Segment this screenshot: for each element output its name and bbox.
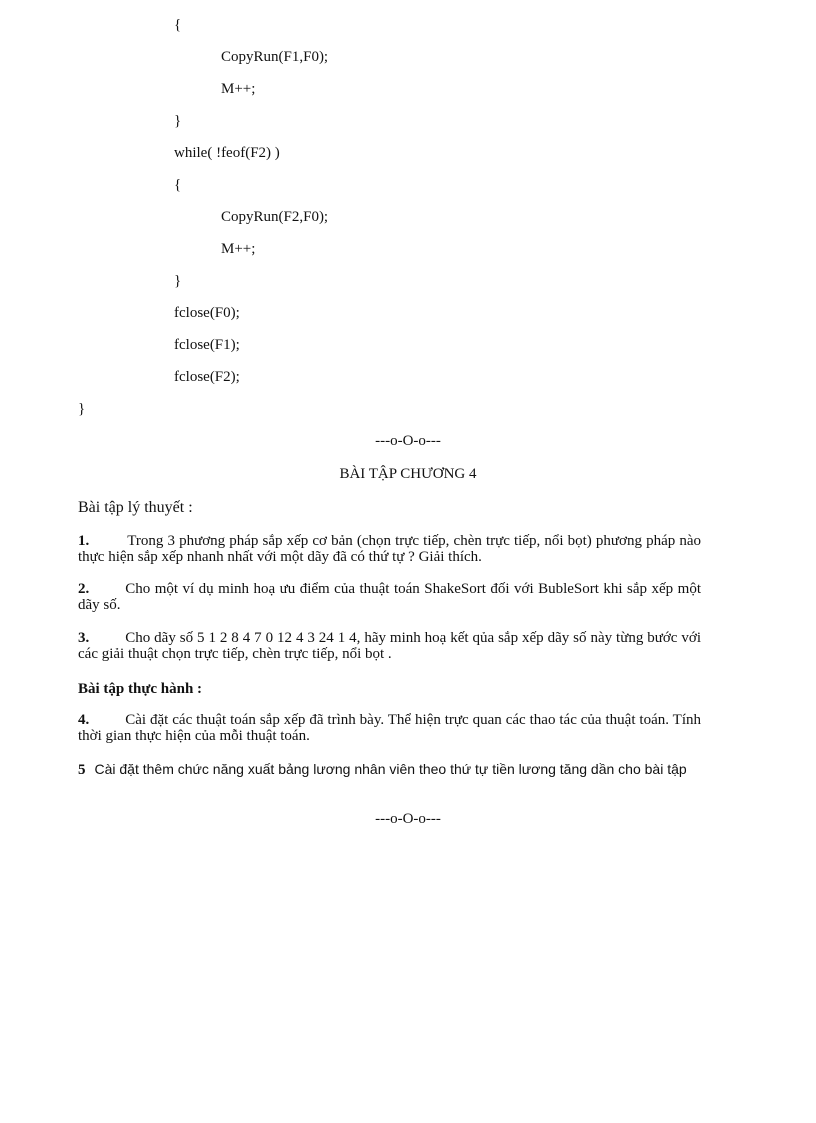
exercise-number: 2. [78,581,90,597]
chapter-title: BÀI TẬP CHƯƠNG 4 [339,466,477,482]
code-line: { [174,177,182,193]
code-line: M++; [221,81,256,97]
exercise-text: Cài đặt các thuật toán sắp xếp đã trình bày. Thể hiện trực quan các thao tác của thuật toán. Tính thời gian thực hiện của mỗi thuật toán. [78,712,701,744]
code-line: } [174,273,182,289]
code-line: fclose(F1); [174,337,240,353]
exercise-number: 3. [78,630,90,646]
separator-bottom: ---o-O-o--- [375,811,441,827]
code-line: CopyRun(F2,F0); [221,209,329,225]
exercise-text: Trong 3 phương pháp sắp xếp cơ bản (chọn trực tiếp, chèn trực tiếp, nổi bọt) phương pháp nào thực hiện sắp xếp nhanh nhất với một dãy đã có thứ tự ? Giải thích. [78,533,701,565]
exercise-item [78,713,701,744]
exercise-text: Cài đặt thêm chức năng xuất bảng lương nhân viên theo thứ tự tiền lương tăng dần cho bài tập [94,761,687,777]
code-line: fclose(F0); [174,305,240,321]
code-line: while( !feof(F2) ) [174,145,280,161]
exercise-text: Cho một ví dụ minh hoạ ưu điểm của thuật toán ShakeSort đối với BubleSort khi sắp xếp một dãy số. [78,581,701,613]
theory-heading: Bài tập lý thuyết : [78,499,193,516]
exercise-text: Cho dãy số 5 1 2 8 4 7 0 12 4 3 24 1 4, hãy minh hoạ kết qủa sắp xếp dãy số này từng bước với các giải thuật chọn trực tiếp, chèn trực tiếp, nổi bọt . [78,630,701,662]
exercise-item [78,631,701,662]
code-line: { [174,17,182,33]
exercise-item [78,762,701,779]
exercise-number: 4. [78,712,90,728]
code-line: M++; [221,241,256,257]
code-line: fclose(F2); [174,369,240,385]
exercise-number: 5 [78,762,86,778]
practice-heading: Bài tập thực hành : [78,681,203,697]
code-line: CopyRun(F1,F0); [221,49,329,65]
code-line: } [174,113,182,129]
exercise-item [78,534,701,565]
exercise-item [78,582,701,613]
exercise-number: 1. [78,533,90,549]
code-line: } [78,401,86,417]
separator-top: ---o-O-o--- [375,433,441,449]
